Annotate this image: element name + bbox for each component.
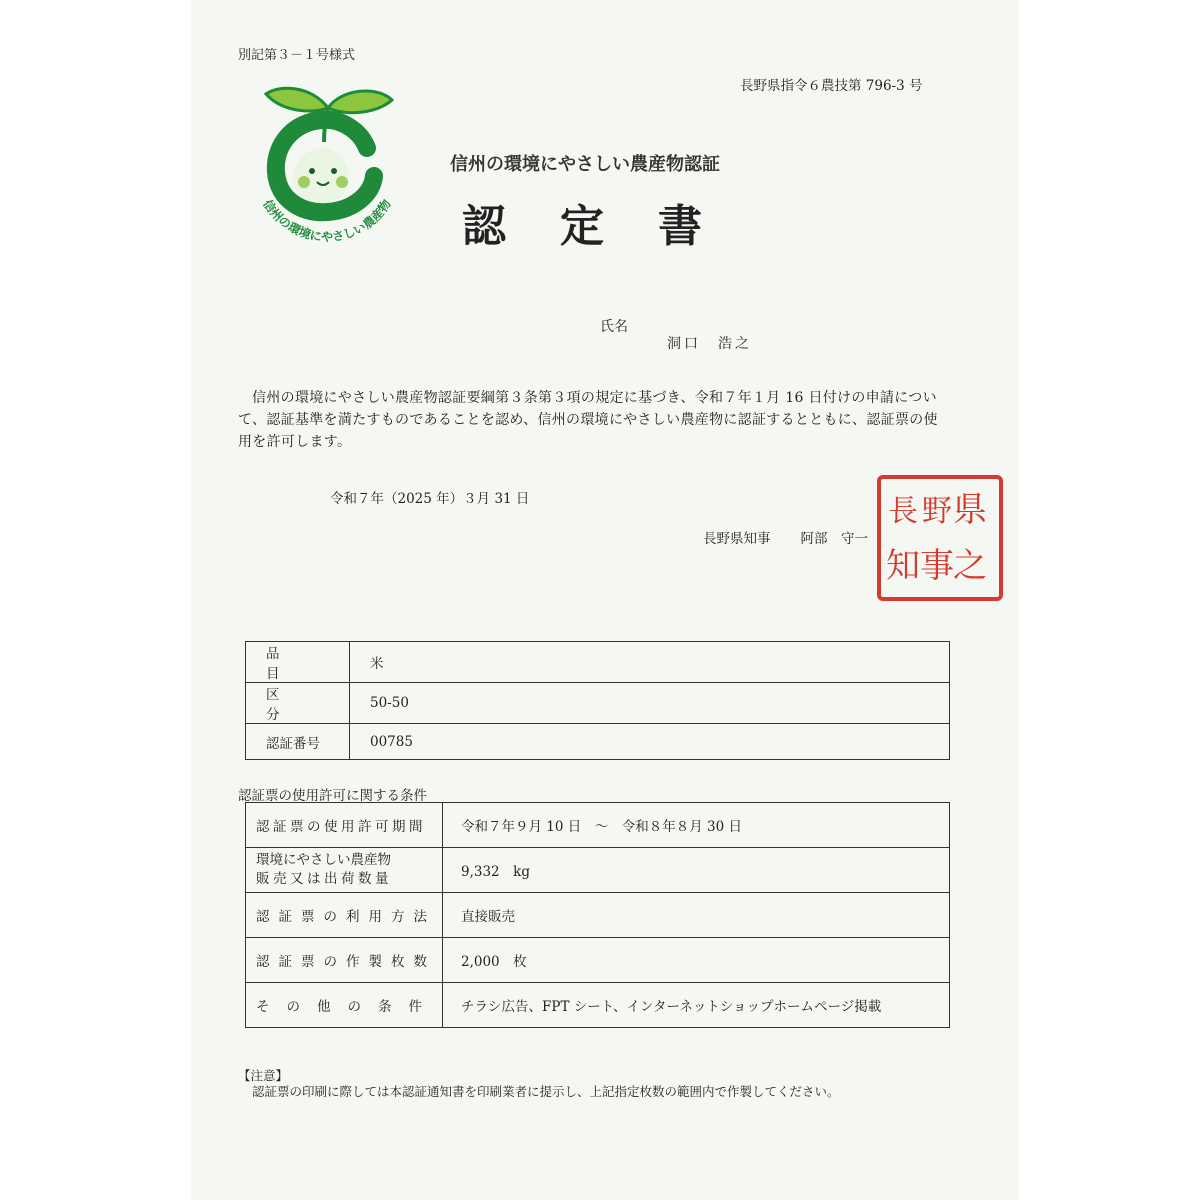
table-row xyxy=(246,893,950,938)
table-label: 認証票の使用許可期間 xyxy=(246,803,443,848)
name-label: 氏名 xyxy=(600,319,628,335)
conditions-heading: 認証票の使用許可に関する条件 xyxy=(238,788,427,804)
table-value: 米 xyxy=(350,642,950,683)
note-text: 認証票の印刷に際しては本認証通知書を印刷業者に提示し、上記指定枚数の範囲内で作製してください。 xyxy=(252,1084,840,1099)
table-value: 2,000 枚 xyxy=(443,938,950,983)
certificate-subtitle: 信州の環境にやさしい農産物認証 xyxy=(450,154,720,175)
certification-statement: 信州の環境にやさしい農産物認証要綱第３条第３項の規定に基づき、令和７年１月 16 日付けの申請について、認証基準を満たすものであることを認め、信州の環境にやさしい農産物に認証するとともに、認証票の使用を許可します。 xyxy=(238,390,938,450)
document-number: 長野県指令６農技第 796-3 号 xyxy=(740,78,923,94)
issuer xyxy=(703,527,868,547)
table-row xyxy=(246,938,950,983)
svg-text:県: 県 xyxy=(953,490,987,530)
certificate-title: 認定書 xyxy=(462,201,756,252)
svg-text:野: 野 xyxy=(922,494,952,529)
table-value: 9,332 kg xyxy=(443,848,950,893)
table-row xyxy=(246,848,950,893)
table-value: 00785 xyxy=(350,724,950,760)
svg-text:事: 事 xyxy=(920,546,954,586)
table-row xyxy=(246,683,950,724)
table-label: 認証番号 xyxy=(246,724,350,760)
table-label: その他の条件 xyxy=(246,983,443,1028)
recipient-name: 洞口 浩之 xyxy=(667,336,752,352)
table-value: 令和７年９月 10 日 ～ 令和８年８月 30 日 xyxy=(443,803,950,848)
note-heading: 【注意】 xyxy=(238,1068,289,1083)
issue-date: 令和７年（2025 年）３月 31 日 xyxy=(330,491,530,507)
table-row xyxy=(246,803,950,848)
logo-text: 信州の環境にやさしい農産物 xyxy=(260,197,394,245)
issuer-title: 長野県知事 xyxy=(703,531,771,547)
official-seal-stamp xyxy=(875,473,1005,603)
conditions-table xyxy=(245,802,950,1028)
product-info-table xyxy=(245,641,950,760)
table-value: チラシ広告、FPT シート、インターネットショップホームページ掲載 xyxy=(443,983,950,1028)
form-number: 別記第３－１号様式 xyxy=(238,48,356,63)
sprout-mascot-logo xyxy=(242,78,412,248)
svg-text:之: 之 xyxy=(953,546,987,586)
table-label xyxy=(246,848,443,893)
table-label: 区 分 xyxy=(246,683,350,724)
table-value: 直接販売 xyxy=(443,893,950,938)
table-label-line: 環境にやさしい農産物 xyxy=(256,852,391,868)
table-row xyxy=(246,983,950,1028)
table-row xyxy=(246,724,950,760)
table-label: 認証票の作製枚数 xyxy=(246,938,443,983)
table-row xyxy=(246,642,950,683)
table-label: 品 目 xyxy=(246,642,350,683)
svg-text:長: 長 xyxy=(888,494,918,529)
svg-text:知: 知 xyxy=(886,546,920,586)
table-label-line: 販売又は出荷数量 xyxy=(256,871,392,887)
issuer-name: 阿部 守一 xyxy=(800,531,868,547)
table-label: 認証票の利用方法 xyxy=(246,893,443,938)
table-value: 50-50 xyxy=(350,683,950,724)
